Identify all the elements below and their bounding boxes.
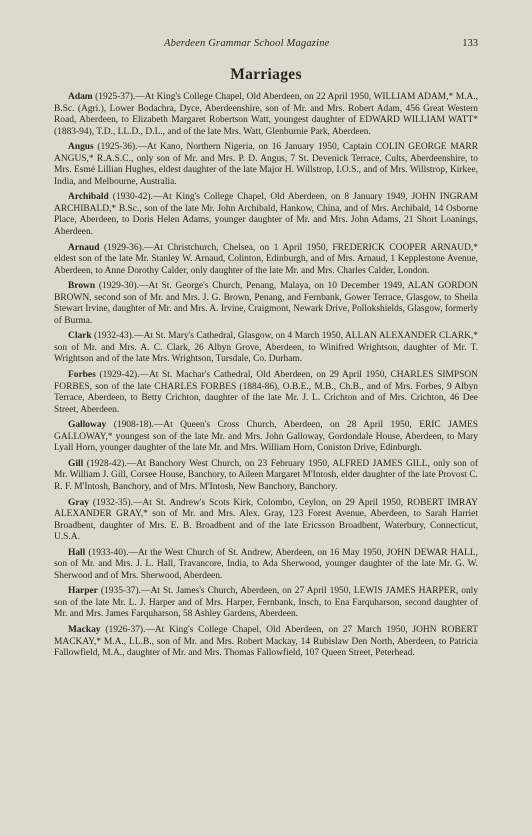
entry-surname: Gill (68, 458, 84, 469)
entry-surname: Brown (68, 281, 96, 292)
marriage-entry (54, 281, 478, 327)
marriage-entry (54, 331, 478, 366)
entry-text: (1933-40).—At the West Church of St. Andrew, Aberdeen, on 16 May 1950, JOHN DEWAR HALL, son of Mr. and Mrs. J. L. Hall, Travancore, India, to Ada Sherwood, younger daughter of the late Mr. G. W. Sherwood and of Mrs. Sherwood, Aberdeen. (54, 547, 478, 581)
entry-surname: Angus (68, 142, 94, 153)
marriage-entry (54, 459, 478, 494)
marriage-entry (54, 370, 478, 416)
marriage-entry (54, 142, 478, 188)
entry-text: (1929-30).—At St. George's Church, Penang, Malaya, on 10 December 1949, ALAN GORDON BROWN, second son of Mr. and Mrs. J. G. Brown, Penang, and Fernbank, Gower Terrace, Glasgow, to Sheila Stewart Irvine, daughter of Mr. and Mrs. A. Irvine, Craigmont, Newark Drive, Pollokshields, Glasgow, formerly of Burma. (54, 281, 478, 326)
entry-text: (1925-36).—At Kano, Northern Nigeria, on 16 January 1950, Captain COLIN GEORGE MARR ANGUS,* R.A.S.C., only son of Mr. and Mrs. P. D. Angus, 7 St. Devenick Terrace, Cults, Aberdeenshire, to Mrs. Esmé Lillian Hughes, eldest daughter of the late Major H. Willstrop, I.O.S., and of Mrs. Willstrop, Kirkee, India, and Melbourne, Australia. (54, 142, 478, 187)
entry-text: (1929-42).—At St. Machar's Cathedral, Old Aberdeen, on 29 April 1950, CHARLES SIMPSON FORBES, son of the late CHARLES FORBES (1884-86), O.B.E., M.B., Ch.B., and of Mrs. Forbes, 9 Albyn Terrace, Aberdeen, to Betty Crichton, daughter of the late Mr. J. L. Crichton and of Mrs. Crichton, 46 Dee Street, Aberdeen. (54, 370, 478, 415)
entry-text: (1926-37).—At King's College Chapel, Old Aberdeen, on 27 March 1950, JOHN ROBERT MACKAY,* M.A., LL.B., son of Mr. and Mrs. Robert Mackay, 14 Rubislaw Den North, Aberdeen, to Patricia Fallowfield, M.A., daughter of Mr. and Mrs. Thomas Fallowfield, 107 Queen Street, Peterhead. (54, 624, 479, 659)
entry-text: (1932-35).—At St. Andrew's Scots Kirk, Colombo, Ceylon, on 29 April 1950, ROBERT IMRAY ALEXANDER GRAY,* son of Mr. and Mrs. Alex. Gray, 123 Forest Avenue, Aberdeen, to Sarah Harriet Broadbent, daughter of Mrs. E. B. Broadbent and of the late Ericsson Broadbent, Waterbury, Connecticut, U.S.A. (54, 497, 478, 543)
entry-surname: Adam (68, 92, 93, 102)
entry-surname: Harper (68, 586, 98, 597)
entry-surname: Mackay (68, 624, 101, 635)
entry-text: (1928-42).—At Banchory West Church, on 23 February 1950, ALFRED JAMES GILL, only son of Mr. William J. Gill, Corsee House, Banchory, to Aileen Margaret M'Intosh, elder daughter of the late Provost C. R. F. M'Intosh, Banchory, and of Mrs. M'Intosh, New Banchory, Banchory. (54, 458, 479, 492)
entry-surname: Arnaud (68, 242, 100, 253)
marriage-entry (54, 586, 478, 621)
entry-text: (1932-43).—At St. Mary's Cathedral, Glasgow, on 4 March 1950, ALLAN ALEXANDER CLARK,* son of Mr. and Mrs. A. C. Clark, 26 Albyn Grove, Aberdeen, to Winifred Wrightson, daughter of Mr. T. Wrightson and of the late Mrs. Wrightson, Tursdale, Co. Durham. (54, 331, 479, 365)
entry-surname: Gray (68, 497, 89, 508)
entry-surname: Clark (68, 331, 92, 342)
entry-surname: Archibald (68, 192, 109, 203)
marriage-entry (54, 625, 478, 660)
marriage-entry (54, 192, 478, 238)
marriage-entry (54, 548, 478, 583)
marriage-entry (54, 243, 478, 278)
entry-text: (1908-18).—At Queen's Cross Church, Aberdeen, on 28 April 1950, ERIC JAMES GALLOWAY,* youngest son of the late Mr. and Mrs. John Galloway, Gordondale House, Aberdeen, to Mary Lyall Horn, younger daughter of the late Mr. and Mrs. William Horn, Coniston Drive, Edinburgh. (54, 420, 479, 454)
entry-text: (1930-42).—At King's College Chapel, Old Aberdeen, on 8 January 1949, JOHN INGRAM ARCHIBALD,* B.Sc., son of the late Mr. John Archibald, Hankow, China, and of Mrs. Archibald, 14 Osborne Place, Aberdeen, to Doris Helen Adams, younger daughter of Mr. and Mrs. John Adams, 21 Short Loanings, Aberdeen. (54, 192, 478, 238)
journal-title: Aberdeen Grammar School Magazine (164, 38, 330, 49)
marriage-entry (54, 92, 478, 138)
entry-text: (1929-36).—At Christchurch, Chelsea, on 1 April 1950, FREDERICK COOPER ARNAUD,* eldest son of the late Mr. Stanley W. Arnaud, Colinton, Edinburgh, and of Mrs. Arnaud, 1 Kepplestone Avenue, Aberdeen, to Anne Dorothy Calder, only daughter of the late Mr. and Mrs. Charles Calder, London. (54, 242, 478, 276)
marriage-entries (54, 92, 478, 660)
page-number: 133 (462, 38, 478, 49)
section-title: Marriages (230, 66, 302, 83)
entry-surname: Galloway (68, 420, 107, 431)
marriage-entry (54, 420, 478, 455)
marriage-entry (54, 498, 478, 544)
entry-text: (1935-37).—At St. James's Church, Aberdeen, on 27 April 1950, LEWIS JAMES HARPER, only son of the late Mr. L. J. Harper and of Mrs. Harper, Fernbank, Insch, to Ena Farquharson, second daughter of Mr. and Mrs. James Farquharson, 58 Ashley Gardens, Aberdeen. (54, 586, 479, 620)
entry-surname: Forbes (68, 370, 96, 381)
entry-surname: Hall (68, 547, 86, 558)
entry-text: (1925-37).—At King's College Chapel, Old Aberdeen, on 22 April 1950, WILLIAM ADAM,* M.A., B.Sc. (Agri.), Lower Bodachra, Dyce, Aberdeenshire, son of Mr. and Mrs. Robert Adam, 456 Great Western Road, Aberdeen, to Elizabeth Margaret Robertson Watt, youngest daughter of EDWARD WILLIAM WATT* (1883-94), T.D., LL.D., D.L., and of the late Mrs. Watt, Glenburnie Park, Aberdeen. (54, 92, 478, 137)
running-head (54, 34, 478, 54)
